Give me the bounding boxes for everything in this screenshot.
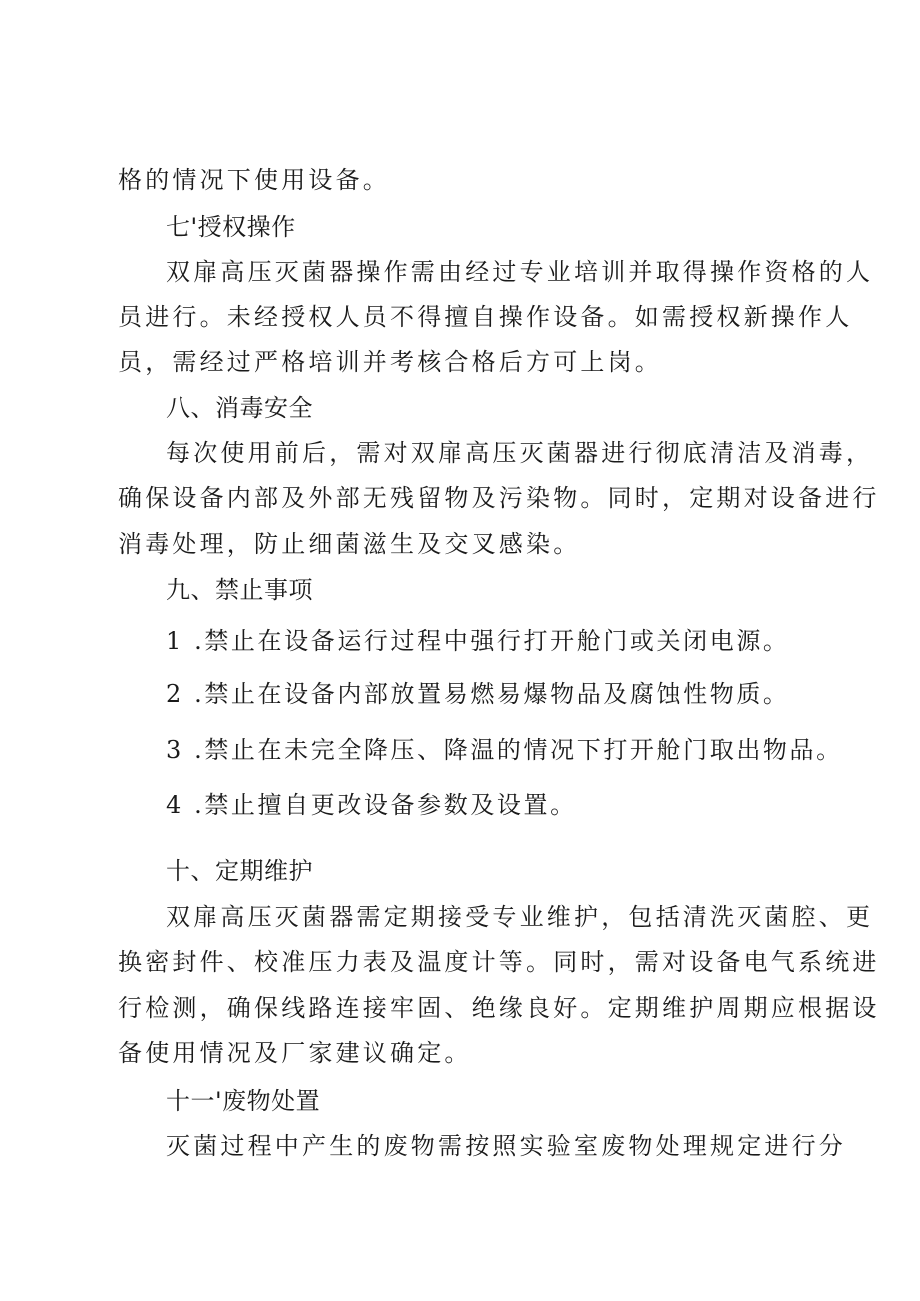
paragraph-line: 每次使用前后，需对双扉高压灭菌器进行彻底清洁及消毒， xyxy=(166,439,874,467)
paragraph-line: 行检测，确保线路连接牢固、绝缘良好。定期维护周期应根据设 xyxy=(118,994,880,1022)
section-heading-8: 八、消毒安全 xyxy=(166,394,313,422)
list-item: 3 .禁止在未完全降压、降温的情况下打开舱门取出物品。 xyxy=(166,736,843,764)
paragraph-line: 确保设备内部及外部无残留物及污染物。同时，定期对设备进行 xyxy=(118,484,880,512)
paragraph-line: 双扉高压灭菌器需定期接受专业维护，包括清洗灭菌腔、更 xyxy=(166,903,874,931)
section-heading-9: 九、禁止事项 xyxy=(166,576,313,604)
paragraph-line: 格的情况下使用设备。 xyxy=(118,166,390,194)
paragraph-line: 备使用情况及厂家建议确定。 xyxy=(118,1039,472,1067)
paragraph-line: 消毒处理，防止细菌滋生及交叉感染。 xyxy=(118,530,581,558)
paragraph-line: 换密封件、校准压力表及温度计等。同时，需对设备电气系统进 xyxy=(118,948,880,976)
paragraph-line: 双扉高压灭菌器操作需由经过专业培训并取得操作资格的人 xyxy=(166,258,874,286)
list-item: 2 .禁止在设备内部放置易燃易爆物品及腐蚀性物质。 xyxy=(166,680,790,708)
list-item: 4 .禁止擅自更改设备参数及设置。 xyxy=(166,791,577,819)
paragraph-line: 员进行。未经授权人员不得擅自操作设备。如需授权新操作人 xyxy=(118,303,853,331)
section-heading-7: 七'授权操作 xyxy=(166,213,296,241)
section-heading-11: 十一'废物处置 xyxy=(166,1087,321,1115)
paragraph-line: 灭菌过程中产生的废物需按照实验室废物处理规定进行分 xyxy=(166,1132,846,1160)
section-heading-10: 十、定期维护 xyxy=(166,857,313,885)
list-item: 1 .禁止在设备运行过程中强行打开舱门或关闭电源。 xyxy=(166,627,790,655)
paragraph-line: 员，需经过严格培训并考核合格后方可上岗。 xyxy=(118,348,662,376)
